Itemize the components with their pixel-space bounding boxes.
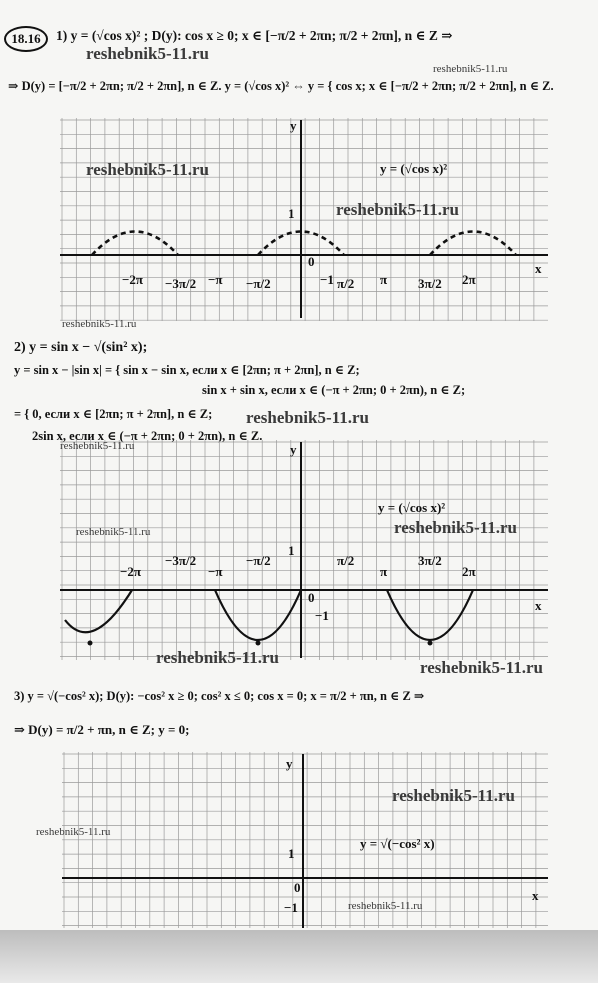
watermark: reshebnik5-11.ru: [86, 160, 209, 179]
graph2-min-point-2: [256, 641, 261, 646]
graph2-trough-left: [65, 590, 132, 632]
graph1-ytick-1: 1: [288, 206, 295, 221]
graph2-min-point-3: [428, 641, 433, 646]
graph1-y-label: y: [290, 118, 297, 133]
scan-bottom-shadow: [0, 930, 598, 983]
graph2-svg: [60, 440, 550, 662]
section2-line3b: 2sin x, если x ∈ (−π + 2πn; 0 + 2πn), n ∈ Z.: [32, 429, 263, 443]
graph1-arc-right: [430, 232, 516, 256]
section2-line2a: y = sin x − |sin x| = { sin x − sin x, если x ∈ [2πn; π + 2πn], n ∈ Z;: [14, 363, 360, 377]
watermark: reshebnik5-11.ru: [62, 318, 137, 330]
graph2-curve-label: y = (√cos x)²: [378, 500, 446, 515]
watermark: reshebnik5-11.ru: [86, 44, 209, 63]
graph1-ytick-neg1: −1: [320, 272, 334, 287]
section2-line1: 2) y = sin x − √(sin² x);: [14, 340, 148, 355]
graph2-tick-negpi: −π: [208, 564, 223, 579]
watermark: reshebnik5-11.ru: [246, 408, 369, 427]
graph1-tick-2pi: 2π: [462, 272, 476, 287]
graph3-origin: 0: [294, 880, 301, 895]
section2-line2b: sin x + sin x, если x ∈ (−π + 2πn; 0 + 2πn), n ∈ Z;: [202, 383, 466, 397]
graph2-trough-center: [215, 590, 301, 640]
graph2-tick-negpi2: −π/2: [246, 553, 271, 568]
watermark: reshebnik5-11.ru: [60, 440, 135, 452]
graph2: [60, 440, 550, 662]
graph1-curve-label: y = (√cos x)²: [380, 161, 448, 176]
section3-line2: ⇒ D(y) = π/2 + πn, n ∈ Z; y = 0;: [14, 722, 190, 737]
graph2-x-label: x: [535, 598, 542, 613]
watermark: reshebnik5-11.ru: [36, 826, 111, 838]
graph1-tick-negpi2: −π/2: [246, 276, 271, 291]
graph2-min-point-1: [88, 641, 93, 646]
graph2-ytick-neg1: −1: [315, 608, 329, 623]
graph1-tick-3pi2: 3π/2: [418, 276, 442, 291]
graph1-tick-pi: π: [380, 272, 388, 287]
graph3-ytick-neg1: −1: [284, 900, 298, 915]
watermark: reshebnik5-11.ru: [420, 658, 543, 677]
graph1-tick-neg3pi2: −3π/2: [165, 276, 197, 291]
graph2-tick-neg2pi: −2π: [120, 564, 142, 579]
graph3: [62, 752, 550, 930]
watermark: reshebnik5-11.ru: [394, 518, 517, 537]
watermark: reshebnik5-11.ru: [348, 900, 423, 912]
watermark: reshebnik5-11.ru: [156, 648, 279, 667]
graph3-curve-label: y = √(−cos² x): [360, 836, 435, 851]
graph3-x-label: x: [532, 888, 539, 903]
graph1-origin: 0: [308, 254, 315, 269]
graph1-svg: [60, 118, 550, 323]
problem-number-badge: 18.16: [4, 26, 48, 52]
graph2-ytick-1: 1: [288, 543, 295, 558]
graph1-x-label: x: [535, 261, 542, 276]
section1-line1: 1) y = (√cos x)² ; D(y): cos x ≥ 0; x ∈ [−π/2 + 2πn; π/2 + 2πn], n ∈ Z ⇒: [56, 28, 453, 43]
graph1-tick-pi2: π/2: [337, 276, 355, 291]
section3-line1: 3) y = √(−cos² x); D(y): −cos² x ≥ 0; cos² x ≤ 0; cos x = 0; x = π/2 + πn, n ∈ Z ⇒: [14, 689, 425, 703]
graph2-tick-neg3pi2: −3π/2: [165, 553, 197, 568]
graph1-tick-neg2pi: −2π: [122, 272, 144, 287]
watermark: reshebnik5-11.ru: [392, 786, 515, 805]
graph2-tick-3pi2: 3π/2: [418, 553, 442, 568]
graph2-tick-2pi: 2π: [462, 564, 476, 579]
graph2-tick-pi: π: [380, 564, 388, 579]
graph2-trough-right: [387, 590, 473, 640]
graph3-ytick-1: 1: [288, 846, 295, 861]
graph2-y-label: y: [290, 442, 297, 457]
graph2-origin: 0: [308, 590, 315, 605]
section2-line3a: = { 0, если x ∈ [2πn; π + 2πn], n ∈ Z;: [14, 407, 213, 421]
section1-line2: ⇒ D(y) = [−π/2 + 2πn; π/2 + 2πn], n ∈ Z. y = (√cos x)² ⇔ y = { cos x; x ∈ [−π/2 + 2πn; π/2 + 2πn], n ∈ Z.: [8, 79, 554, 93]
graph2-tick-pi2: π/2: [337, 553, 355, 568]
watermark: reshebnik5-11.ru: [336, 200, 459, 219]
watermark: reshebnik5-11.ru: [433, 63, 508, 75]
graph1: [60, 118, 550, 323]
graph1-tick-negpi: −π: [208, 272, 223, 287]
watermark: reshebnik5-11.ru: [76, 526, 151, 538]
graph3-svg: [62, 752, 550, 930]
graph3-y-label: y: [286, 756, 293, 771]
